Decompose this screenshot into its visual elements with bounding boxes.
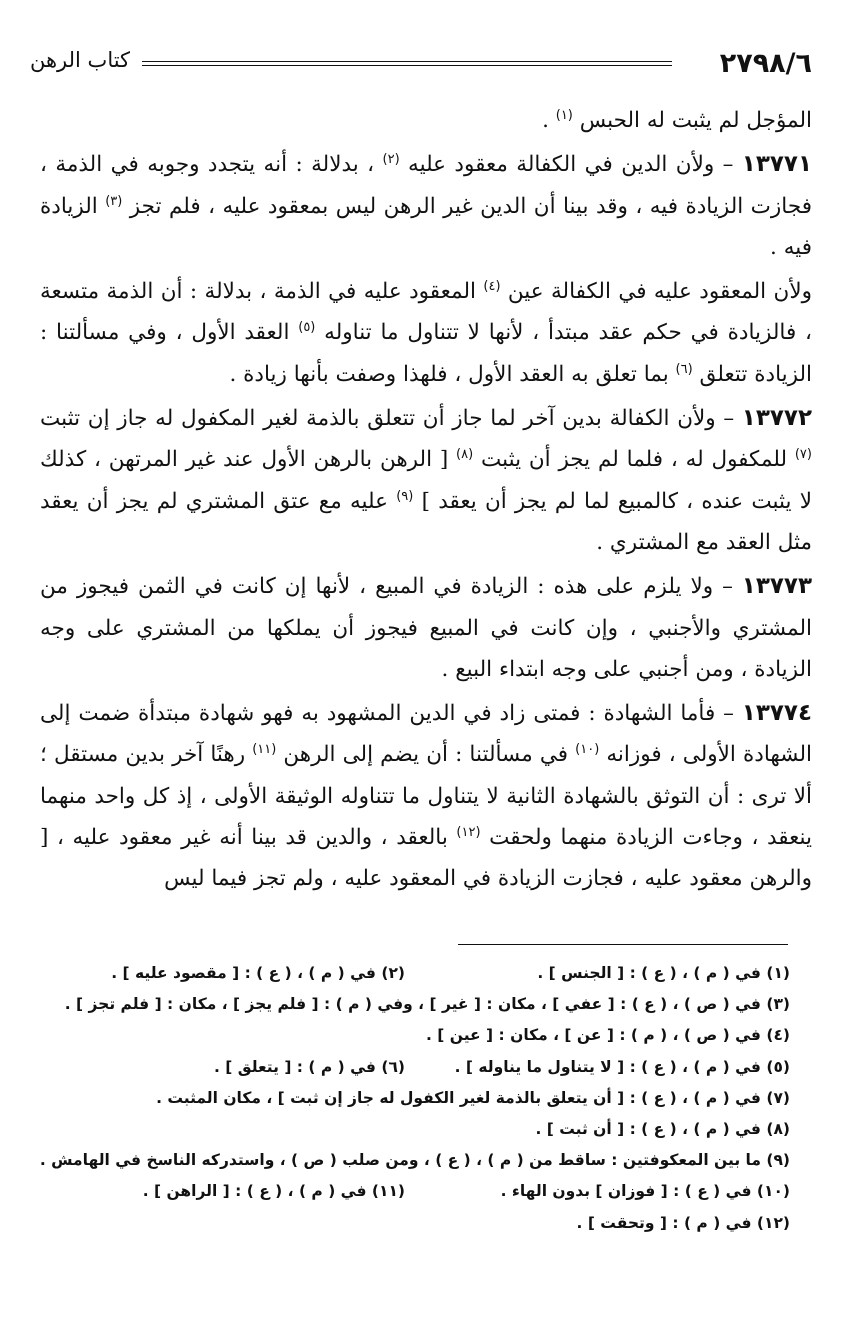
footnote-ref: (٩) xyxy=(396,488,414,504)
paragraph-13771 xyxy=(40,144,812,268)
footnote-9: (٩) ما بين المعكوفتين : ساقط من ( م ) ، ( ع ) ، ومن صلب ( ص ) ، واستدركه الناسخ في الهامش . xyxy=(39,1151,790,1170)
issue-number: ١٣٧٧١ xyxy=(741,151,812,178)
footnote-row xyxy=(40,1176,790,1207)
text-run: المعقود عليه في الذمة ، بدلالة : أن الذمة متسعة ، فالزيادة في حكم عقد مبتدأ ، لأنها لا تتناول ما تناوله xyxy=(40,279,812,346)
footnote-divider xyxy=(458,944,788,945)
footnote-row xyxy=(40,1052,790,1083)
paragraph-continuation xyxy=(40,271,812,395)
text-run: بالعقد ، والدين قد بينا أنه غير معقود عليه ، [ والرهن معقود عليه ، فجازت الزيادة في المعقود عليه ، ولم تجز فيما ليس xyxy=(40,825,812,892)
footnote-ref: (١) xyxy=(555,107,573,123)
footnote-ref: (٤) xyxy=(483,279,501,295)
footnote-5: (٥) في ( م ) ، ( ع ) : [ لا يتناول ما يناوله ] . xyxy=(454,1057,790,1076)
paragraph-13772 xyxy=(40,398,812,563)
footnote-ref: (٥) xyxy=(298,320,316,336)
footnote-3: (٣) في ( ص ) ، ( ع ) : [ عفي ] ، مكان : [ غير ] ، وفي ( م ) : [ فلم يجز ] ، مكان : [ فلم تجز ] . xyxy=(64,995,790,1014)
text-run: في مسألتنا : أن يضم إلى الرهن xyxy=(276,742,576,768)
footnote-ref: (١٠) xyxy=(575,742,600,758)
footnote-row xyxy=(40,989,790,1020)
footnotes xyxy=(40,958,790,1239)
footnote-ref: (١١) xyxy=(252,742,277,758)
text-run: ولأن المعقود عليه في الكفالة عين xyxy=(500,279,812,305)
issue-number: ١٣٧٧٣ xyxy=(741,573,812,600)
footnote-11: (١١) في ( م ) ، ( ع ) : [ الراهن ] . xyxy=(142,1182,405,1201)
issue-number: ١٣٧٧٤ xyxy=(741,700,812,727)
footnote-7: (٧) في ( م ) ، ( ع ) : [ أن يتعلق بالذمة لغير الكفول له جاز إن ثبت ] ، مكان المثبت . xyxy=(156,1088,790,1107)
footnote-row xyxy=(40,958,790,989)
footnote-ref: (٣) xyxy=(105,193,123,209)
footnote-row xyxy=(40,1020,790,1051)
footnote-row xyxy=(40,1208,790,1239)
paragraph-0 xyxy=(40,100,812,141)
footnote-row xyxy=(40,1083,790,1114)
page-header xyxy=(30,44,812,84)
text-run: – ولا يلزم على هذه : الزيادة في المبيع ، لأنها إن كانت في الثمن فيجوز من المشتري والأجنبي ، وإن كانت في المبيع فيجوز أن يملكها من المشتري على وجه الزيادة ، ومن أجنبي على وجه ابتداء البيع . xyxy=(40,574,812,682)
footnote-1: (١) في ( م ) ، ( ع ) : [ الجنس ] . xyxy=(537,964,790,982)
text-run: العقد الأول ، وفي مسألتنا : الزيادة تتعلق xyxy=(40,320,812,387)
footnote-row xyxy=(40,1114,790,1145)
footnote-ref: (١٢) xyxy=(456,824,481,840)
text-run: الزيادة فيه . xyxy=(40,193,812,260)
footnote-2: (٢) في ( م ) ، ( ع ) : [ مقصود عليه ] . xyxy=(111,964,405,982)
header-rule xyxy=(142,61,672,66)
paragraph-13774 xyxy=(40,693,812,899)
text-run: رهنًا آخر بدين مستقل ؛ ألا ترى : أن التوثق بالشهادة الثانية لا يتناول ما تتناوله الوثيقة الأولى ، إذ كل واحد منهما ينعقد ، وجاءت الزيادة منهما ولحقت xyxy=(40,742,812,851)
text-run: ، بدلالة : أنه يتجدد وجوبه في الذمة ، فجازت الزيادة فيه ، وقد بينا أن الدين غير الرهن ليس بمعقود عليه ، فلم تجز xyxy=(40,152,812,219)
footnote-ref: (٦) xyxy=(675,361,693,377)
footnote-6: (٦) في ( م ) : [ يتعلق ] . xyxy=(213,1057,405,1076)
text-run: للمكفول له ، فلما لم يجز أن يثبت xyxy=(473,447,795,473)
paragraph-13773 xyxy=(40,566,812,690)
text-run: – ولأن الكفالة بدين آخر لما جاز أن تتعلق بالذمة لغير المكفول له جاز إن تثبت xyxy=(40,406,742,432)
text-run: – ولأن الدين في الكفالة معقود عليه xyxy=(399,152,742,178)
footnote-12: (١٢) في ( م ) : [ وتحقت ] . xyxy=(576,1213,790,1232)
text-run: المؤجل لم يثبت له الحبس xyxy=(579,108,812,133)
text-run: . xyxy=(542,108,556,133)
footnote-4: (٤) في ( ص ) ، ( م ) : [ عن ] ، مكان : [ عين ] . xyxy=(425,1026,790,1045)
footnote-row xyxy=(40,1145,790,1176)
text-run: بما تعلق به العقد الأول ، فلهذا وصفت بأنها زيادة . xyxy=(229,361,676,387)
text-run: – فأما الشهادة : فمتى زاد في الدين المشهود به فهو شهادة مبتدأة ضمت إلى الشهادة الأولى ، فوزانه xyxy=(40,701,812,768)
book-title: كتاب الرهن xyxy=(30,48,131,72)
page-number: ٢٧٩٨/٦ xyxy=(719,48,812,79)
text-run: عليه مع عتق المشتري لم يجز أن يعقد مثل العقد مع المشتري . xyxy=(40,488,812,555)
footnote-10: (١٠) في ( ع ) : [ فوزان ] بدون الهاء . xyxy=(500,1182,790,1201)
issue-number: ١٣٧٧٢ xyxy=(741,405,812,432)
footnote-ref: (٢) xyxy=(382,152,400,168)
footnote-8: (٨) في ( م ) ، ( ع ) : [ أن ثبت ] . xyxy=(535,1120,790,1139)
footnote-ref: (٨) xyxy=(456,447,474,463)
footnote-ref: (٧) xyxy=(794,447,812,463)
main-text xyxy=(40,100,812,900)
text-run: [ الرهن بالرهن الأول عند غير المرتهن ، كذلك لا يثبت عنده ، كالمبيع لما لم يجز أن يعقد ] xyxy=(40,447,812,514)
